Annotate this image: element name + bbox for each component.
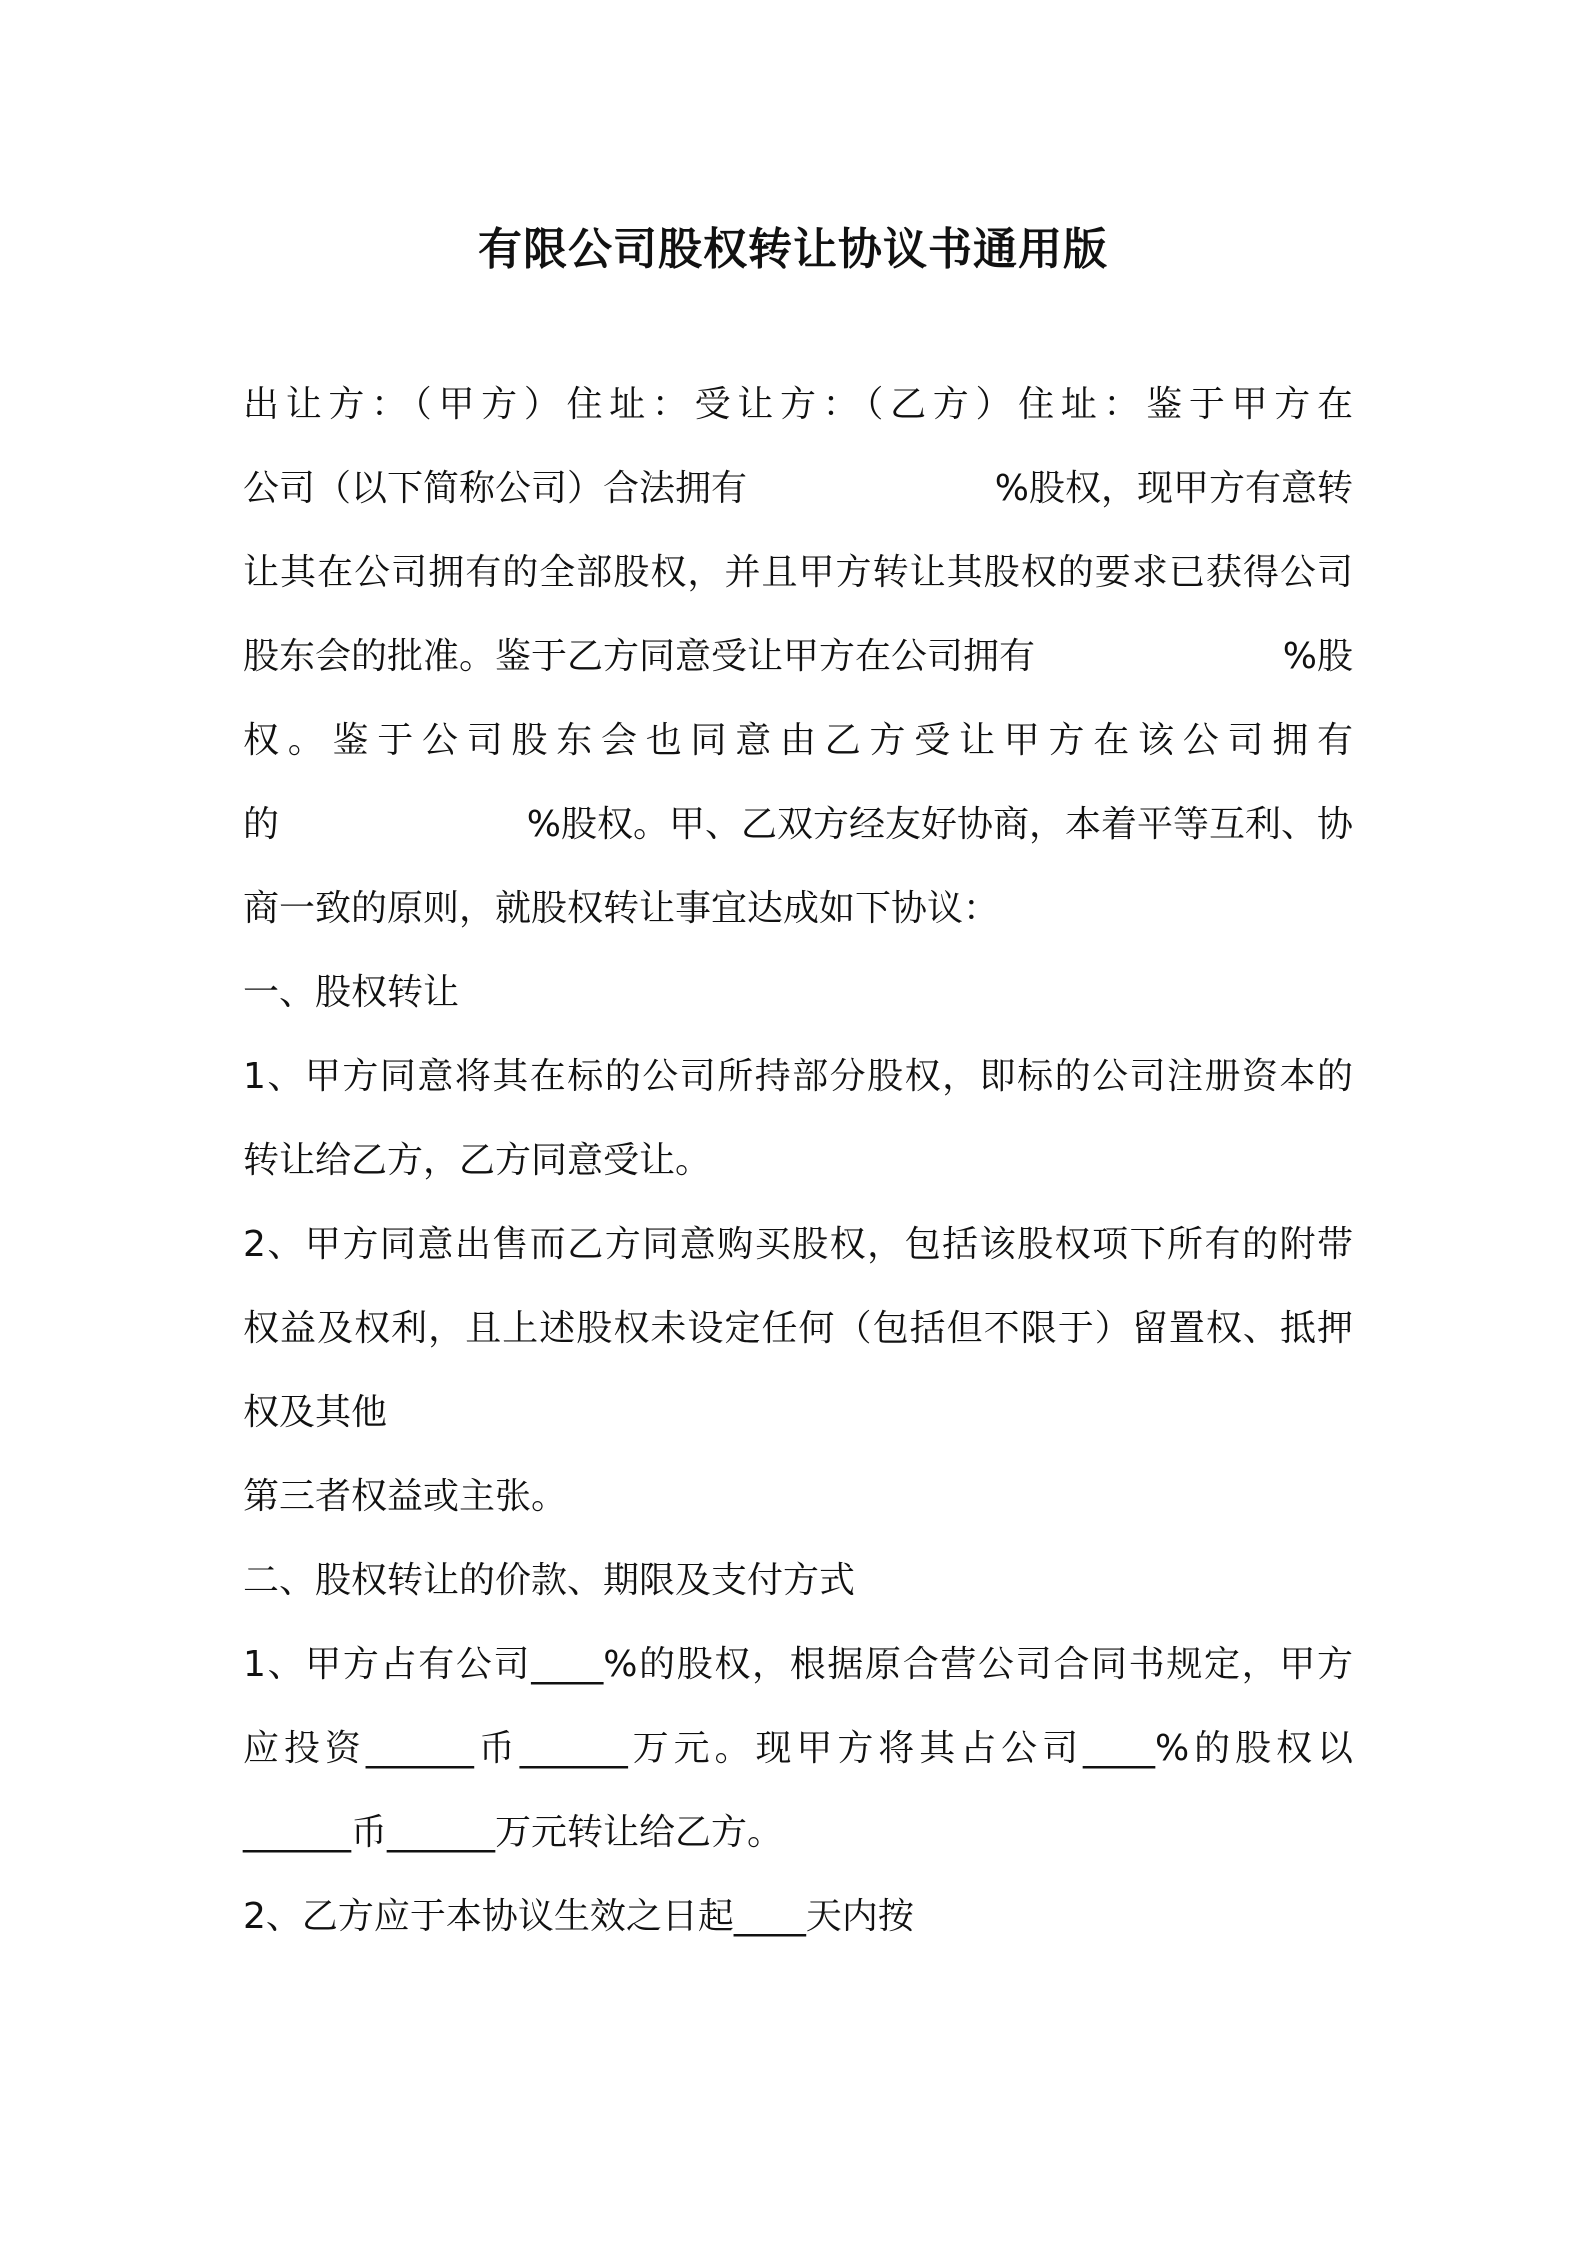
body-line [243, 1719, 1353, 1779]
body-line [243, 1887, 1353, 1947]
body-line-text: 第三者权益或主张。 [243, 1476, 568, 1517]
body-line [243, 711, 1353, 771]
body-line-text: %股权。甲、乙双方经友好协商，本着平等互利、协 [526, 804, 1353, 845]
body-line [243, 1047, 1353, 1107]
body-line [243, 963, 1353, 1023]
body-line-text: 让其在公司拥有的全部股权，并且甲方转让其股权的要求已获得公司 [243, 552, 1353, 593]
body-line-text: 转让给乙方，乙方同意受让。 [243, 1140, 712, 1181]
body-line-text: 2、甲方同意出售而乙方同意购买股权，包括该股权项下所有的附带 [243, 1224, 1353, 1265]
body-line-text: 出让方：（甲方）住址：受让方：（乙方）住址：鉴于甲方在 [243, 384, 1353, 425]
body-line [243, 627, 1353, 687]
body-line [243, 459, 1353, 519]
body-line-text: 权及其他 [243, 1392, 388, 1433]
body-line-text: 公司（以下简称公司）合法拥有 [243, 468, 748, 509]
body-line-text: ______币______万元转让给乙方。 [243, 1812, 784, 1853]
body-line-text: 一、股权转让 [243, 972, 460, 1013]
body-line [243, 375, 1353, 435]
body-line [243, 795, 1353, 855]
body-line-text: 权。鉴于公司股东会也同意由乙方受让甲方在该公司拥有 [243, 720, 1353, 761]
body-line-text: 1、甲方占有公司____%的股权，根据原合营公司合同书规定，甲方 [243, 1644, 1353, 1685]
body-line-text: 股东会的批准。鉴于乙方同意受让甲方在公司拥有 [243, 636, 1036, 677]
body-line-text: 2、乙方应于本协议生效之日起____天内按 [243, 1896, 914, 1937]
body-line-text: 的 [243, 804, 280, 845]
body-line [243, 1299, 1353, 1359]
body-line [243, 879, 1353, 939]
body-line [243, 1467, 1353, 1527]
body-line [243, 1635, 1353, 1695]
body-line [243, 1551, 1353, 1611]
body-line [243, 1383, 1353, 1443]
body-line [243, 1215, 1353, 1275]
body-line [243, 1803, 1353, 1863]
body-line-text: 应投资______币______万元。现甲方将其占公司____%的股权以 [243, 1728, 1353, 1769]
body-line-text: 1、甲方同意将其在标的公司所持部分股权，即标的公司注册资本的 [243, 1056, 1353, 1097]
body-line [243, 543, 1353, 603]
body-line-text: %股权，现甲方有意转 [994, 468, 1353, 509]
body-line [243, 1131, 1353, 1191]
body-line-text: %股 [1282, 636, 1353, 677]
body-line-text: 商一致的原则，就股权转让事宜达成如下协议： [243, 888, 1000, 929]
body-line-text: 权益及权利，且上述股权未设定任何（包括但不限于）留置权、抵押 [243, 1308, 1353, 1349]
body-line-text: 二、股权转让的价款、期限及支付方式 [243, 1560, 856, 1601]
document-title: 有限公司股权转让协议书通用版 [478, 224, 1108, 275]
